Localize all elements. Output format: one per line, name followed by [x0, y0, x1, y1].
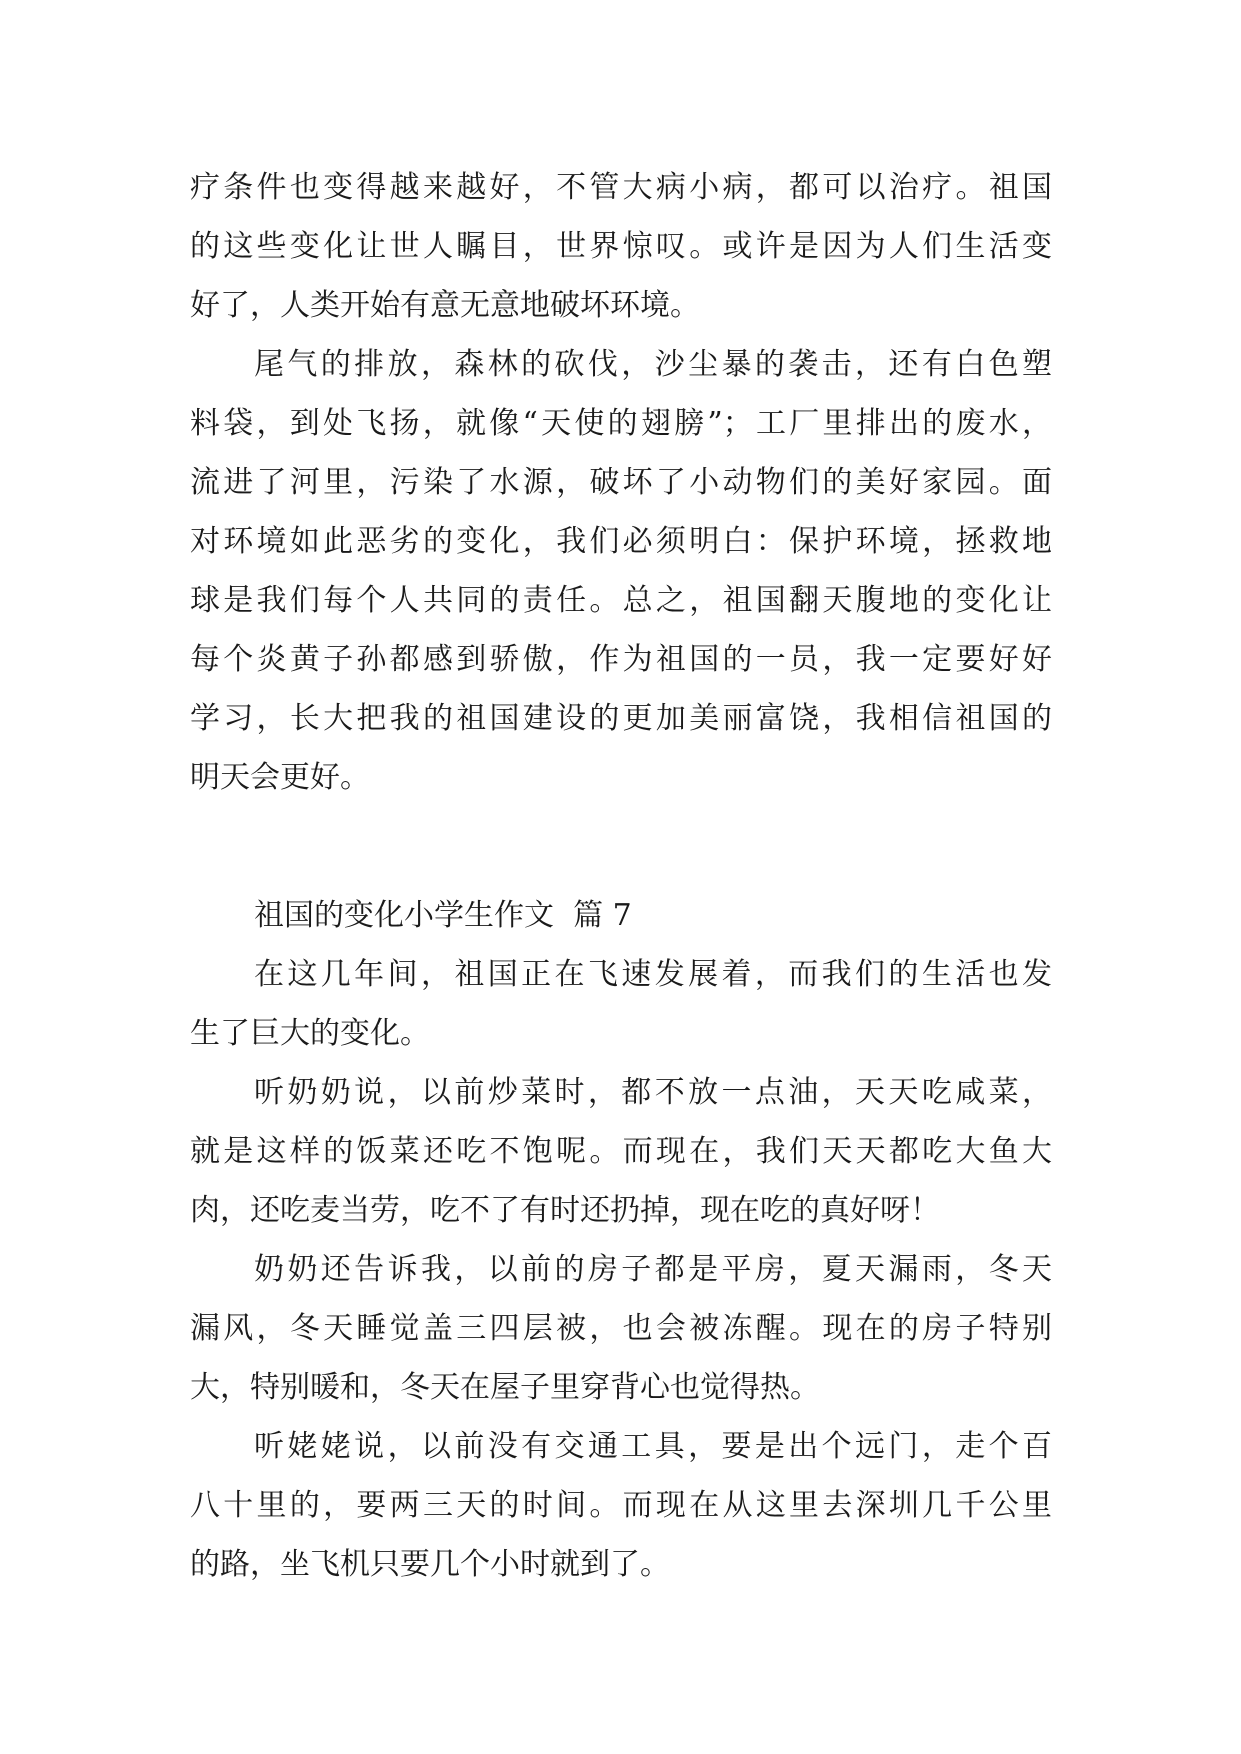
text-line: 尾气的排放，森林的砍伐，沙尘暴的袭击，还有白色塑	[254, 347, 1052, 382]
paragraph	[190, 945, 1052, 1063]
paragraph	[190, 1063, 1052, 1240]
text-line: 大，特别暖和，冬天在屋子里穿背心也觉得热。	[190, 1370, 820, 1405]
text-line: 疗条件也变得越来越好，不管大病小病，都可以治疗。祖国	[190, 170, 1052, 205]
document-body	[190, 158, 1052, 1594]
text-line: 在这几年间，祖国正在飞速发展着，而我们的生活也发	[254, 957, 1052, 992]
text-line: 料袋，到处飞扬，就像“天使的翅膀”；工厂里排出的废水，	[190, 406, 1052, 441]
text-line: 学习，长大把我的祖国建设的更加美丽富饶，我相信祖国的	[190, 701, 1052, 736]
section-spacer	[190, 807, 1052, 886]
text-line: 听奶奶说，以前炒菜时，都不放一点油，天天吃咸菜，	[254, 1075, 1052, 1110]
text-line: 流进了河里，污染了水源，破坏了小动物们的美好家园。面	[190, 465, 1052, 500]
text-line: 的路，坐飞机只要几个小时就到了。	[190, 1547, 670, 1582]
text-line: 就是这样的饭菜还吃不饱呢。而现在，我们天天都吃大鱼大	[190, 1134, 1052, 1169]
text-line: 每个炎黄子孙都感到骄傲，作为祖国的一员，我一定要好好	[190, 642, 1052, 677]
text-line: 球是我们每个人共同的责任。总之，祖国翻天腹地的变化让	[190, 583, 1052, 618]
paragraph	[190, 335, 1052, 807]
text-line: 的这些变化让世人瞩目，世界惊叹。或许是因为人们生活变	[190, 229, 1052, 264]
text-line: 明天会更好。	[190, 760, 370, 795]
text-line: 对环境如此恶劣的变化，我们必须明白：保护环境，拯救地	[190, 524, 1052, 559]
text-line: 听姥姥说，以前没有交通工具，要是出个远门，走个百	[254, 1429, 1052, 1464]
section-heading: 祖国的变化小学生作文 篇 7	[254, 898, 632, 933]
paragraph	[190, 1240, 1052, 1417]
text-line: 好了，人类开始有意无意地破坏环境。	[190, 288, 700, 323]
paragraph	[190, 1417, 1052, 1594]
text-line: 生了巨大的变化。	[190, 1016, 430, 1051]
text-line: 肉，还吃麦当劳，吃不了有时还扔掉，现在吃的真好呀！	[190, 1193, 940, 1228]
paragraph-continuation	[190, 158, 1052, 335]
text-line: 奶奶还告诉我，以前的房子都是平房，夏天漏雨，冬天	[254, 1252, 1052, 1287]
text-line: 漏风，冬天睡觉盖三四层被，也会被冻醒。现在的房子特别	[190, 1311, 1052, 1346]
text-line: 八十里的，要两三天的时间。而现在从这里去深圳几千公里	[190, 1488, 1052, 1523]
